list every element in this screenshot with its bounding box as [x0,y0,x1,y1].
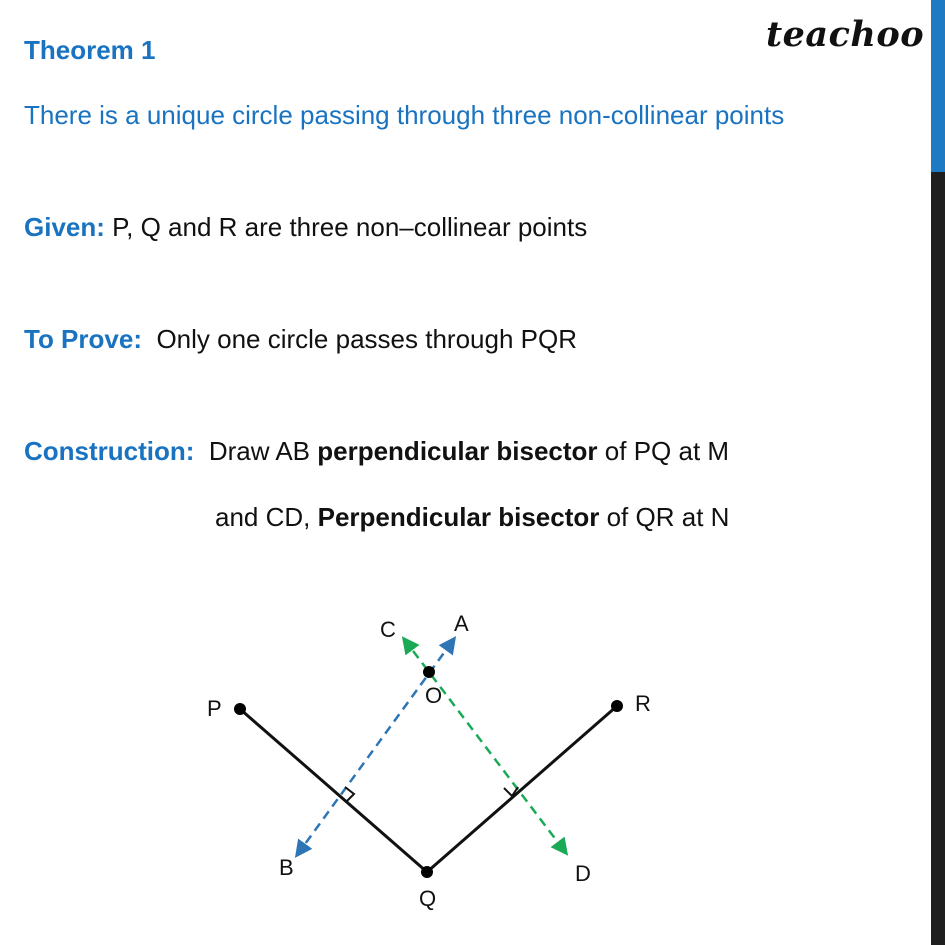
point-p [234,703,246,715]
theorem-title: Theorem 1 [24,35,156,65]
construction-line1-post: of PQ at M [597,436,730,466]
label-p: P [207,696,222,721]
label-c: C [380,617,396,642]
given-label: Given: [24,212,105,242]
to-prove-label: To Prove: [24,324,142,354]
construction-line2-post: of QR at N [599,502,730,532]
label-r: R [635,691,651,716]
teachoo-logo: teachoo [766,14,925,55]
given-text: P, Q and R are three non–collinear points [112,212,588,242]
construction-line1-bold: perpendicular bisector [317,436,598,466]
to-prove-text: Only one circle passes through PQR [156,324,577,354]
label-q: Q [419,886,437,911]
point-o [423,666,435,678]
construction-line2-bold: Perpendicular bisector [317,502,600,532]
theorem-statement: There is a unique circle passing through three non-collinear points [24,100,785,130]
segment-qr [427,706,617,872]
label-d: D [575,861,591,886]
point-r [611,700,623,712]
construction-line2-pre: and CD, [215,502,318,532]
label-a: A [454,611,469,636]
construction-line1-pre: Draw AB [208,436,318,466]
segment-pq [240,709,427,872]
point-q [421,866,433,878]
label-b: B [279,855,294,880]
construction-label: Construction: [24,436,195,466]
label-o: O [425,683,443,708]
